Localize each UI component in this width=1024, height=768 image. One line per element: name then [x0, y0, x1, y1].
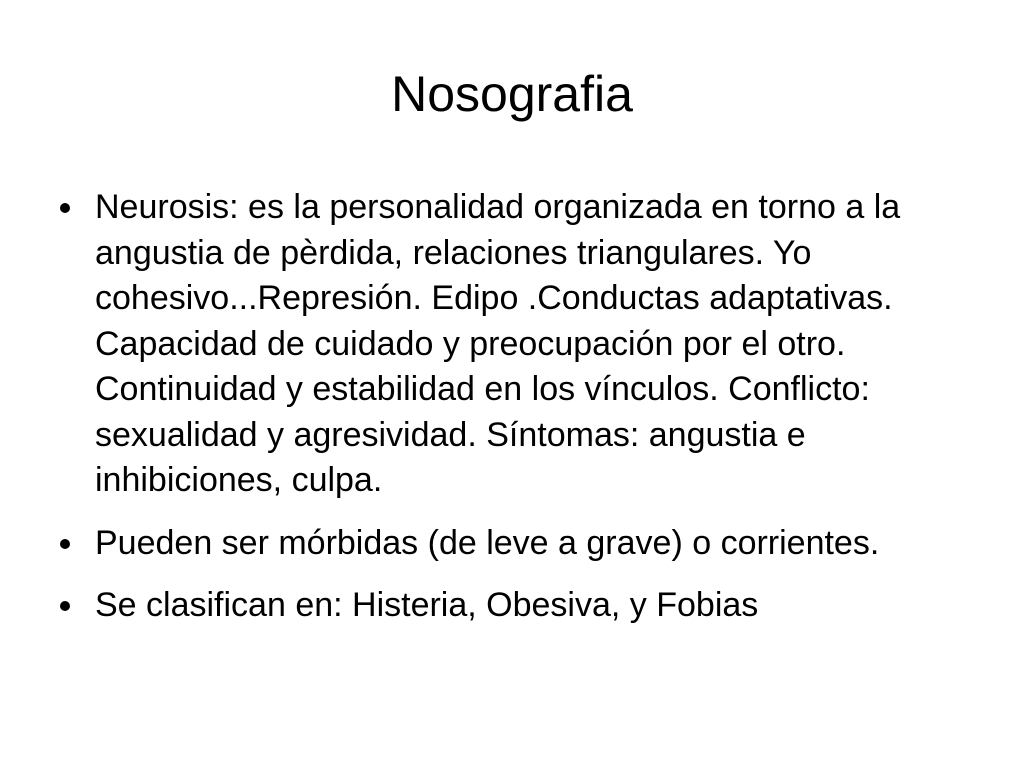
bullet-text: Neurosis: es la personalidad organizada en torno a la angustia de pèrdida, relaciones triangulares. Yo cohesivo...Represión. Edipo .Conductas adaptativas. Capacidad de cuidado y preocupación por el otro. Continuidad y estabilidad en los vínculos. Conflicto: sexualidad y agresividad. Síntomas: angustia e inhibiciones, culpa. [95, 188, 901, 499]
bullet-list [56, 185, 976, 646]
bullet-icon [60, 203, 70, 213]
slide-title: Nosografia [391, 66, 633, 122]
bullet-item-morbidas [56, 521, 976, 567]
bullet-item-neurosis [56, 185, 976, 504]
bullet-icon [60, 601, 70, 611]
bullet-icon [60, 539, 70, 549]
bullet-text: Se clasifican en: Histeria, Obesiva, y Fobias [95, 586, 759, 624]
bullet-item-clasificacion [56, 583, 976, 629]
bullet-text: Pueden ser mórbidas (de leve a grave) o corrientes. [95, 523, 880, 562]
